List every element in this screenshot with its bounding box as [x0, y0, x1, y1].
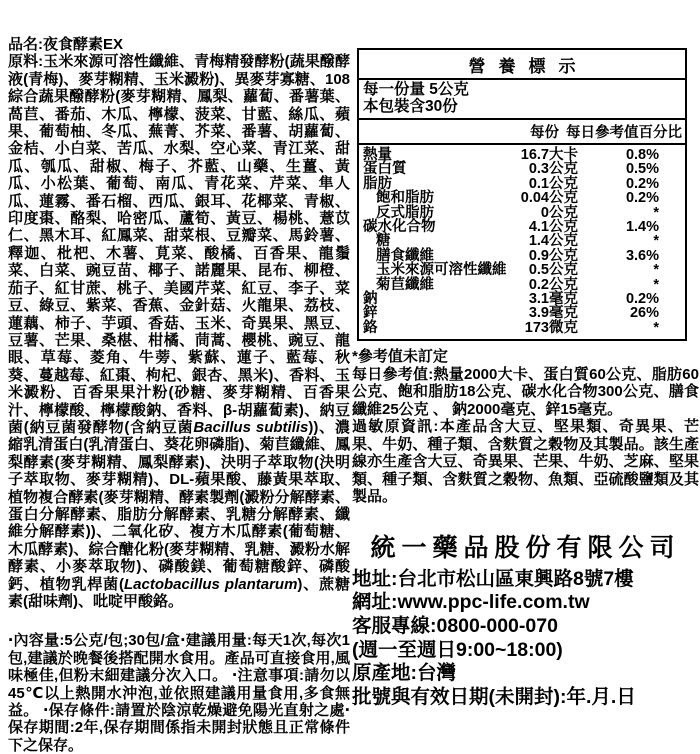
nutrient-unit: 毫克 [549, 305, 578, 322]
allergen-info: 過敏原資訊:本產品含大豆、堅果類、奇異果、芒果、牛奶、種子類、含麩質之穀物及其製品。該生產線亦生產含大豆、奇異果、芒果、牛奶、芝麻、堅果類、種子類、含麩質之穀物、魚類、亞硫酸鹽類及其製品。 [352, 418, 699, 506]
nutrient-unit: 大卡 [549, 147, 578, 163]
nutrient-amount: 0 [540, 204, 549, 221]
nutrient-unit: 公克 [549, 204, 578, 221]
nutrient-amount: 3.1 [528, 291, 549, 308]
nutrient-daily-value: * [653, 262, 659, 279]
company-info [352, 568, 699, 710]
nutrient-amount: 3.9 [528, 305, 549, 322]
company-name: 統一藥品股份有限公司 [370, 533, 681, 562]
nutrient-unit: 公克 [549, 190, 578, 207]
nutrient-unit: 公克 [549, 161, 578, 178]
nutrition-column-headers [359, 120, 685, 145]
nutrient-daily-value: * [653, 233, 659, 250]
nutrient-name: 脂肪 [363, 175, 392, 192]
nutrient-daily-value: 26% [629, 305, 659, 322]
nutrient-name: 碳水化合物 [363, 219, 436, 236]
nutrient-name: 熱量 [363, 147, 392, 163]
nutrition-title: 營養標示 [359, 50, 685, 80]
nutrition-table [357, 48, 687, 341]
nutrient-daily-value: 0.8% [625, 147, 659, 163]
service-hotline: 客服專線:0800-000-070 [352, 614, 558, 637]
nutrient-amount: 0.9 [528, 247, 549, 264]
nutrient-unit: 公克 [549, 175, 578, 192]
nutrient-unit: 公克 [549, 219, 578, 236]
nutrient-amount: 0.3 [528, 161, 549, 178]
daily-reference-values: 每日參考值:熱量2000大卡、蛋白質60公克、脂肪60公克、飽和脂肪18公克、碳水化合物300公克、膳食纖維25公克 、 鈉2000毫克、鋅15毫克。 [352, 365, 699, 418]
nutrient-unit: 公克 [549, 233, 578, 250]
nutrient-name: 反式脂肪 [376, 204, 434, 221]
hotline-hours: (週一至週日9:00~18:00) [352, 638, 563, 661]
nutrition-row [363, 263, 685, 277]
left-column [8, 36, 350, 754]
product-name: 品名:夜食酵素EX [8, 36, 124, 53]
nutrient-amount: 0.2 [528, 276, 549, 293]
nutrient-unit: 毫克 [549, 291, 578, 308]
nutrient-name: 膳食纖維 [376, 247, 434, 264]
nutrient-name: 糖 [376, 233, 391, 250]
nutrient-amount: 1.4 [528, 233, 549, 250]
nutrient-daily-value: * [653, 319, 659, 336]
nutrient-name: 蛋白質 [363, 161, 407, 178]
nutrition-row [363, 321, 685, 335]
nutrient-daily-value: * [653, 204, 659, 221]
nutrition-row [363, 162, 685, 176]
nutrient-amount: 0.5 [528, 262, 549, 279]
nutrition-row [363, 234, 685, 248]
origin: 原產地:台灣 [352, 662, 456, 685]
right-column [352, 48, 699, 709]
nutrient-name: 鈉 [363, 291, 378, 308]
serving-info [359, 80, 685, 120]
nutrient-unit: 公克 [549, 276, 578, 293]
ingredients-text: 原料:玉米來源可溶性纖維、青梅精發酵粉(蔬果醱酵液(青梅)、麥芽糊精、玉米澱粉)、異麥芽寡糖、108綜合蔬果醱酵粉(麥芽糊精、鳳梨、蘿蔔、番薯葉、萵苣、番茄、木瓜、檸檬、菠菜、甘藍、絲瓜、蘋果、葡萄柚、冬瓜、蕪菁、芥菜、番薯、胡蘿蔔、金桔、小白菜、苦瓜、水梨、空心菜、青江菜、甜瓜、瓠瓜、甜椒、梅子、芥藍、山藥、生薑、黃瓜、小松葉、葡萄、南瓜、青花菜、芹菜、隼人瓜、蓮霧、番石榴、西瓜、銀耳、花椰菜、青椒、印度棗、酪梨、哈密瓜、蘆筍、黃豆、楊桃、薏苡仁、黑木耳、紅鳳菜、甜菜根、豆瓣菜、馬鈴薯、釋迦、枇杷、木薯、莧菜、酸橘、百香果、龍鬚菜、白菜、豌豆苗、椰子、諾麗果、昆布、柳橙、茄子、紅甘蔗、桃子、美國芹菜、紅豆、李子、菜豆、綠豆、紫菜、香蕉、金針菇、火龍果、荔枝、蓮藕、柿子、芋頭、香菇、玉米、奇異果、黑豆、豆薯、芒果、桑椹、柑橘、茼蒿、櫻桃、豌豆、龍眼、草莓、菱角、牛蒡、紫蘇、蓮子、藍莓、秋葵、蔓越莓、紅棗、枸杞、銀杏、黑米)、香料、玉米澱粉、百香果果汁粉(砂糖、麥芽糊精、百香果汁、檸檬酸、檸檬酸鈉、香料、β-胡蘿蔔素)、納豆菌(納豆菌發酵物(含納豆菌Bacillus subtilis))、濃縮乳清蛋白(乳清蛋白、葵花卵磷脂)、菊苣纖維、鳳梨酵素(麥芽糊精、鳳梨酵素)、決明子萃取物(決明子萃取物、麥芽糊精)、DL-蘋果酸、藤黃果萃取、植物複合酵素(麥芽糊精、酵素製劑(澱粉分解酵素、蛋白分解酵素、脂肪分解酵素、乳糖分解酵素、纖維分解酵素))、二氧化矽、複方木瓜酵素(葡萄糖、木瓜酵素)、綜合醣化粉(麥芽糊精、乳糖、澱粉水解酵素、小麥萃取物)、磷酸鎂、葡萄糖酸鋅、磷酸鈣、植物乳桿菌(Lactobacillus plantarum)、蔗糖素(甜味劑)、吡啶甲酸鉻。 [8, 53, 350, 610]
col-daily-value: 每日參考值百分比 [566, 125, 682, 141]
nutrient-amount: 0.1 [528, 175, 549, 192]
nutrient-daily-value: 0.2% [625, 190, 659, 207]
nutrition-row [363, 206, 685, 220]
nutrition-row [363, 220, 685, 234]
nutrition-row [363, 292, 685, 306]
company-address: 地址:台北市松山區東興路8號7樓 [352, 567, 634, 590]
nutrition-row [363, 306, 685, 320]
nutrient-daily-value: 0.2% [625, 175, 659, 192]
nutrient-name: 鉻 [363, 319, 378, 336]
nutrient-name: 飽和脂肪 [376, 190, 434, 207]
nutrient-daily-value: 0.2% [625, 291, 659, 308]
nutrient-name: 玉米來源可溶性纖維 [376, 262, 507, 279]
nutrient-daily-value: * [653, 276, 659, 293]
nutrient-daily-value: 3.6% [625, 247, 659, 264]
usage-instructions: ‧內容量:5公克/包;30包/盒‧建議用量:每天1次,每次1包,建議於晚餐後搭配開水食用。產品可直接食用,風味極佳,但粉末細建議分次入口。 ‧注意事項:請勿以45℃以上熱開水沖泡,並依照建議用量食用,多食無益。 ‧保存條件:請置於陰涼乾燥避免陽光直射之處‧保存期間:2年,保存期間係指未開封狀態且正常條件下之保存。 [8, 632, 350, 754]
company-website: 網址:www.ppc-life.com.tw [352, 591, 590, 614]
nutrient-unit: 公克 [549, 247, 578, 264]
nutrient-amount: 4.1 [528, 219, 549, 236]
servings-per-pack: 本包裝含30份 [363, 97, 458, 115]
nutrient-daily-value: 1.4% [625, 219, 659, 236]
serving-size: 每一份量 5公克 [363, 81, 469, 98]
nutrient-amount: 0.04 [520, 190, 549, 207]
nutrition-rows [359, 145, 685, 339]
nutrient-amount: 16.7 [520, 147, 549, 163]
nutrition-row [363, 148, 685, 162]
batch-expiry: 批號與有效日期(未開封):年.月.日 [352, 685, 636, 708]
nutrition-row [363, 191, 685, 205]
nutrition-notes [352, 348, 699, 506]
nutrition-row [363, 278, 685, 292]
col-per-serving: 每份 [530, 125, 559, 141]
nutrient-daily-value: 0.5% [625, 161, 659, 178]
nutrient-name: 菊苣纖維 [376, 276, 434, 293]
nutrient-unit: 公克 [549, 262, 578, 279]
nutrient-unit: 微克 [549, 319, 578, 336]
nutrient-amount: 173 [524, 319, 549, 336]
footnote: *參考值未訂定 [352, 348, 448, 366]
nutrient-name: 鋅 [363, 305, 378, 322]
